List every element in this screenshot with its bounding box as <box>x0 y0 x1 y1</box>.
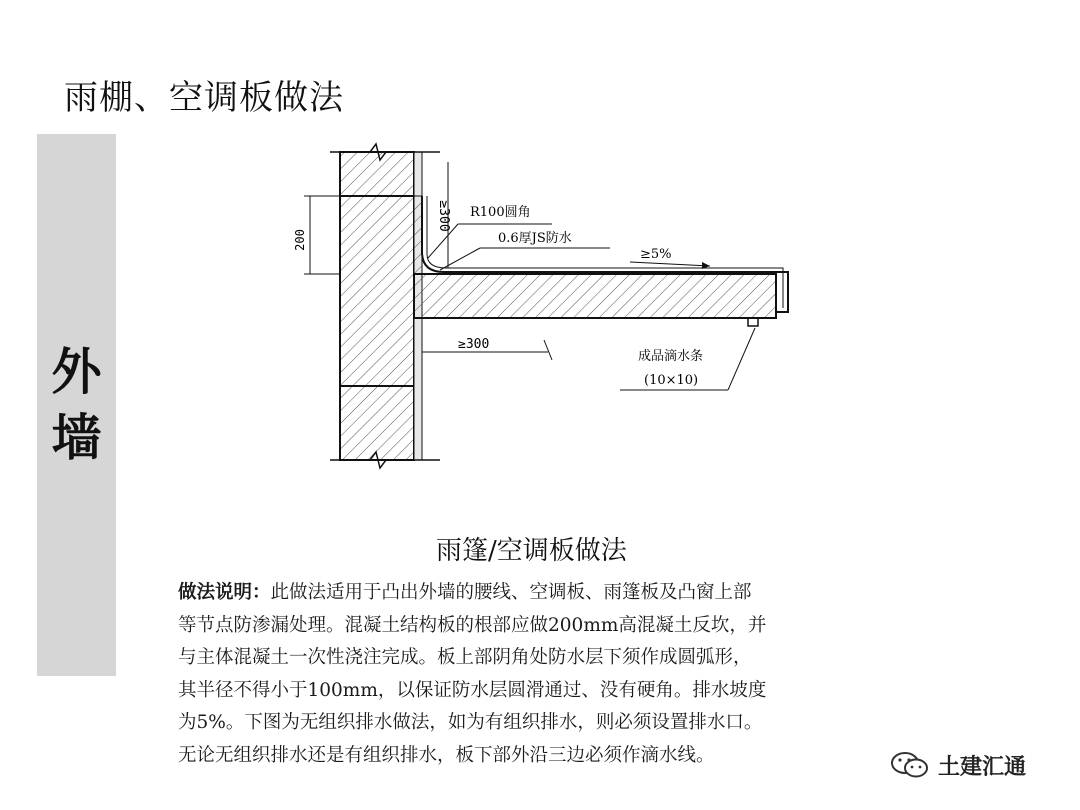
label-slope: ≥5% <box>640 247 672 262</box>
side-label-char-2: 墙 <box>51 409 102 467</box>
dim-label-h300: ≥300 <box>458 337 490 352</box>
notes-line: 等节点防渗漏处理。混凝土结构板的根部应做200mm高混凝土反坎，并 <box>178 614 767 636</box>
notes-line-1-text: 此做法适用于凸出外墙的腰线、空调板、雨篷板及凸窗上部 <box>270 582 752 603</box>
wall-body <box>340 152 414 460</box>
label-drip-strip: 成品滴水条 <box>638 349 704 364</box>
side-label <box>37 339 116 471</box>
notes-line: 与主体混凝土一次性浇注完成。板上部阴角处防水层下须作成圆弧形， <box>178 647 752 668</box>
notes-line-1 <box>178 577 908 610</box>
label-js-waterproof: 0.6厚JS防水 <box>498 231 572 246</box>
upturn-curb <box>414 196 422 274</box>
dim-tick <box>544 340 552 360</box>
label-r100: R100圆角 <box>470 205 531 220</box>
slope-arrow <box>630 262 710 266</box>
notes-lead: 做法说明： <box>178 582 271 603</box>
notes-line: 为5%。下图为无组织排水做法，如为有组织排水，则必须设置排水口。 <box>178 712 763 733</box>
drip-strip <box>748 318 758 326</box>
canopy-section-drawing <box>280 140 810 480</box>
watermark <box>890 748 1026 782</box>
construction-notes <box>178 577 908 772</box>
notes-line: 其半径不得小于100mm，以保证防水层圆滑通过、没有硬角。排水坡度 <box>178 679 767 701</box>
side-label-char-1: 外 <box>51 343 102 401</box>
label-drip-size: (10×10) <box>644 373 699 388</box>
dim-label-200: 200 <box>293 229 307 251</box>
notes-line: 无论无组织排水还是有组织排水，板下部外沿三边必须作滴水线。 <box>178 744 715 766</box>
figure-caption: 雨篷/空调板做法 <box>436 536 627 566</box>
leader-drip <box>728 328 755 390</box>
side-band <box>37 134 116 676</box>
wechat-icon <box>890 750 930 780</box>
dim-label-v300: ≥300 <box>436 200 451 232</box>
leader-js <box>440 248 480 270</box>
canopy-slab <box>414 274 776 318</box>
slide-title: 雨棚、空调板做法 <box>64 78 344 118</box>
watermark-text: 土建汇通 <box>938 754 1027 780</box>
